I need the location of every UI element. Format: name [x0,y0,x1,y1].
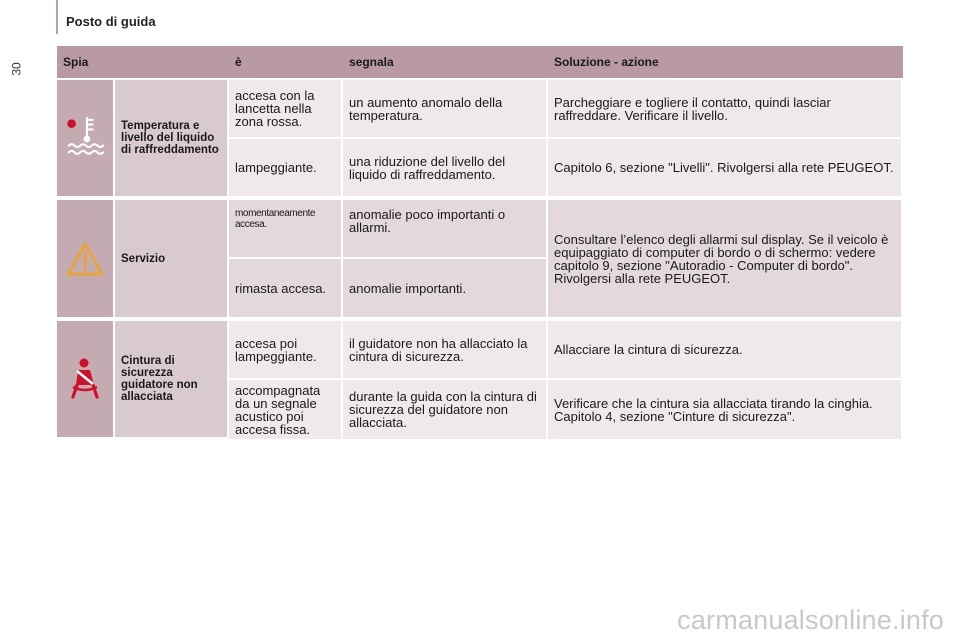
light-name-coolant: Temperatura e livello del liquido di raffreddamento [115,80,229,200]
service-icon-cell [57,200,115,321]
header-spia: Spia [57,46,229,80]
solution-coolant-2: Capitolo 6, sezione "Livelli". Rivolgersi alla rete PEUGEOT. [548,139,903,200]
header-segnala: segnala [343,46,548,80]
state-seatbelt-2: accompagnata da un segnale acustico poi accesa fissa. [229,380,343,441]
signal-service-2: anomalie importanti. [343,259,548,321]
state-service-2: rimasta accesa. [229,259,343,321]
solution-seatbelt-2: Verificare che la cintura sia allacciata tirando la cinghia. Capitolo 4, sezione "Cinture di sicurezza". [548,380,903,441]
light-name-seatbelt: Cintura di sicurezza guidatore non allacciata [115,321,229,441]
seatbelt-icon [67,357,103,401]
watermark: carmanualsonline.info [677,605,944,635]
header-soluzione: Soluzione - azione [548,46,903,80]
margin-accent-bar [56,0,58,34]
seatbelt-icon-cell [57,321,115,441]
signal-coolant-2: una riduzione del livello del liquido di raffreddamento. [343,139,548,200]
signal-service-1: anomalie poco importanti o allarmi. [343,200,548,259]
state-coolant-1: accesa con la lancetta nella zona rossa. [229,80,343,139]
light-name-service: Servizio [115,200,229,321]
warning-triangle-icon [65,241,105,277]
signal-seatbelt-1: il guidatore non ha allacciato la cintura di sicurezza. [343,321,548,380]
state-seatbelt-1: accesa poi lampeggiante. [229,321,343,380]
page-number: 30 [9,62,24,76]
coolant-temperature-icon [63,113,107,163]
solution-service: Consultare l’elenco degli allarmi sul display. Se il veicolo è equipaggiato di computer di bordo o di schermo: vedere capitolo 9, sezione "Autoradio - Computer di bordo". Rivolgersi alla rete PEUGEOT. [548,200,903,321]
section-title: Posto di guida [66,14,156,29]
solution-seatbelt-1: Allacciare la cintura di sicurezza. [548,321,903,380]
state-service-1: momentaneamente accesa. [229,200,343,259]
warning-lights-table [57,46,903,441]
signal-coolant-1: un aumento anomalo della temperatura. [343,80,548,139]
signal-seatbelt-2: durante la guida con la cintura di sicurezza del guidatore non allacciata. [343,380,548,441]
header-e: è [229,46,343,80]
state-coolant-2: lampeggiante. [229,139,343,200]
coolant-temperature-icon-cell [57,80,115,200]
solution-coolant-1: Parcheggiare e togliere il contatto, quindi lasciar raffreddare. Verificare il livello. [548,80,903,139]
